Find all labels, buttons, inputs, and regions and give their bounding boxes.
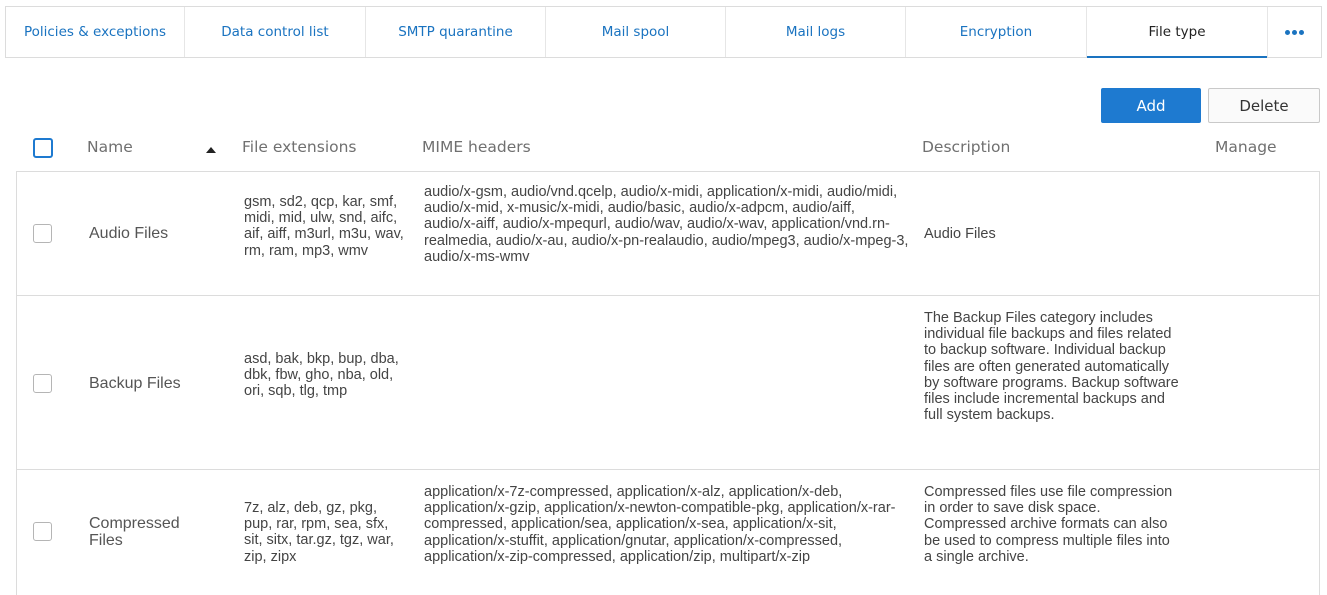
row-name[interactable]: Compressed Files: [89, 515, 180, 549]
column-header-name[interactable]: Name: [87, 138, 133, 156]
table-row: [17, 296, 1319, 470]
sort-ascending-icon[interactable]: [206, 147, 216, 153]
row-description: The Backup Files category includes individual file backups and files related to backup software. Individual backup files are often generated automatically by software programs. Backup software files include incremental backups and full system backups.: [924, 310, 1179, 424]
tab-mail-spool[interactable]: Mail spool: [546, 7, 726, 57]
more-tabs-button[interactable]: [1268, 7, 1321, 57]
column-header-file-extensions[interactable]: File extensions: [242, 138, 357, 156]
tab-mail-logs[interactable]: Mail logs: [726, 7, 906, 57]
tab-file-type[interactable]: File type: [1087, 7, 1268, 57]
select-all-checkbox[interactable]: [33, 138, 53, 158]
row-name[interactable]: Audio Files: [89, 225, 169, 242]
column-header-description[interactable]: Description: [922, 138, 1011, 156]
tab-data-control-list[interactable]: Data control list: [185, 7, 366, 57]
row-description: Compressed files use file compression in order to save disk space. Compressed archive formats can also be used to compress multiple files into a single archive.: [924, 484, 1173, 565]
table-row: [17, 172, 1319, 296]
row-checkbox[interactable]: [33, 374, 52, 393]
row-name[interactable]: Backup Files: [89, 375, 181, 392]
more-horizontal-icon: [1285, 30, 1304, 35]
column-header-manage: Manage: [1215, 138, 1277, 156]
table-row: [17, 470, 1319, 595]
delete-button[interactable]: Delete: [1208, 88, 1320, 123]
column-header-mime-headers[interactable]: MIME headers: [422, 138, 531, 156]
row-extensions: gsm, sd2, qcp, kar, smf, midi, mid, ulw, snd, aifc, aif, aiff, m3url, m3u, wav, rm, ram, mp3, wmv: [244, 194, 404, 259]
row-checkbox[interactable]: [33, 224, 52, 243]
tab-bar: [5, 6, 1322, 58]
row-extensions: 7z, alz, deb, gz, pkg, pup, rar, rpm, sea, sfx, sit, sitx, tar.gz, tgz, war, zip, zipx: [244, 500, 394, 565]
row-checkbox[interactable]: [33, 522, 52, 541]
tab-policies-exceptions[interactable]: Policies & exceptions: [6, 7, 185, 57]
row-mime-headers: audio/x-gsm, audio/vnd.qcelp, audio/x-midi, application/x-midi, audio/midi, audio/x-mid, x-music/x-midi, audio/basic, audio/x-adpcm, audio/aiff, audio/x-aiff, audio/x-mpequrl, audio/wav, audio/x-wav, application/vnd.rn-realmedia, audio/x-au, audio/x-pn-realaudio, audio/mpeg3, audio/x-mpeg-3, audio/x-ms-wmv: [424, 184, 909, 265]
row-mime-headers: application/x-7z-compressed, application/x-alz, application/x-deb, application/x-gzip, application/x-newton-compatible-pkg, application/x-rar-compressed, application/sea, application/x-sea, application/x-sit, application/x-stuffit, application/gnutar, application/x-compressed, application/x-zip-compressed, application/zip, multipart/x-zip: [424, 484, 896, 565]
tab-smtp-quarantine[interactable]: SMTP quarantine: [366, 7, 546, 57]
tab-encryption[interactable]: Encryption: [906, 7, 1087, 57]
row-description: Audio Files: [924, 226, 996, 242]
file-type-table: [16, 171, 1320, 595]
row-extensions: asd, bak, bkp, bup, dba, dbk, fbw, gho, nba, old, ori, sqb, tlg, tmp: [244, 351, 399, 400]
add-button[interactable]: Add: [1101, 88, 1201, 123]
table-header: [0, 130, 1327, 166]
